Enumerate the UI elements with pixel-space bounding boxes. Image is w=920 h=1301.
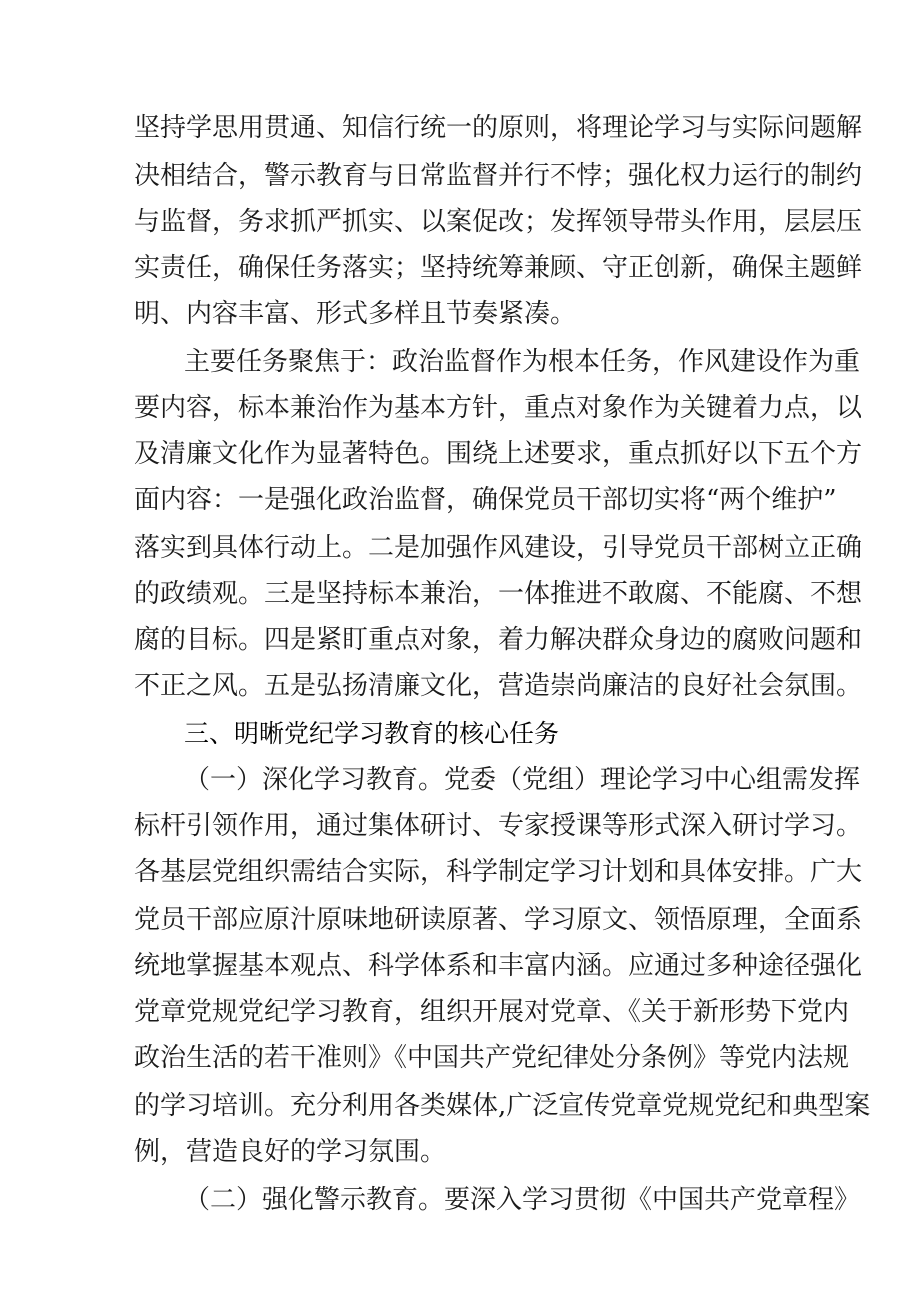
text-line: 坚持学思用贯通、知信行统一的原则，将理论学习与实际问题解 — [134, 113, 863, 143]
section-heading: 三、明晰党纪学习教育的核心任务 — [184, 719, 560, 748]
text-line: 落实到具体行动上。二是加强作风建设，引导党员干部树立正确 — [134, 533, 863, 563]
text-line: 各基层党组织需结合实际，科学制定学习计划和具体安排。广大 — [134, 857, 863, 887]
text-line: 统地掌握基本观点、科学体系和丰富内涵。应通过多种途径强化 — [134, 951, 863, 981]
text-line: 明、内容丰富、形式多样且节奏紧凑。 — [134, 299, 577, 329]
text-line: 主要任务聚焦于：政治监督作为根本任务，作风建设作为重 — [184, 347, 861, 377]
text-line: 腐的目标。四是紧盯重点对象，着力解决群众身边的腐败问题和 — [134, 625, 863, 655]
text-line: 标杆引领作用，通过集体研讨、专家授课等形式深入研讨学习。 — [134, 811, 863, 841]
text-line: 党员干部应原汁原味地研读原著、学习原文、领悟原理，全面系 — [134, 905, 863, 935]
text-line: 决相结合，警示教育与日常监督并行不悖；强化权力运行的制约 — [134, 161, 863, 191]
text-line: 党章党规党纪学习教育，组织开展对党章、《关于新形势下党内 — [134, 997, 850, 1027]
text-line: 要内容，标本兼治作为基本方针，重点对象作为关键着力点，以 — [134, 393, 863, 423]
text-line: （一）深化学习教育。党委（党组）理论学习中心组需发挥 — [184, 765, 861, 795]
text-line: （二）强化警示教育。要深入学习贯彻《中国共产党章程》 — [184, 1185, 861, 1215]
text-line: 与监督，务求抓严抓实、以案促改；发挥领导带头作用，层层压 — [134, 207, 863, 237]
text-line: 例，营造良好的学习氛围。 — [134, 1137, 447, 1167]
text-line: 不正之风。五是弘扬清廉文化，营造崇尚廉洁的良好社会氛围。 — [134, 671, 863, 701]
text-line: 的政绩观。三是坚持标本兼治，一体推进不敢腐、不能腐、不想 — [134, 579, 863, 609]
text-line: 的学习培训。充分利用各类媒体,广泛宣传党章党规党纪和典型案 — [134, 1091, 871, 1121]
text-line: 实责任，确保任务落实；坚持统筹兼顾、守正创新，确保主题鲜 — [134, 253, 863, 283]
text-line: 政治生活的若干准则》《中国共产党纪律处分条例》等党内法规 — [134, 1043, 850, 1073]
text-line: 面内容：一是强化政治监督，确保党员干部切实将“两个维护” — [134, 485, 837, 515]
text-line: 及清廉文化作为显著特色。围绕上述要求，重点抓好以下五个方 — [134, 439, 863, 469]
